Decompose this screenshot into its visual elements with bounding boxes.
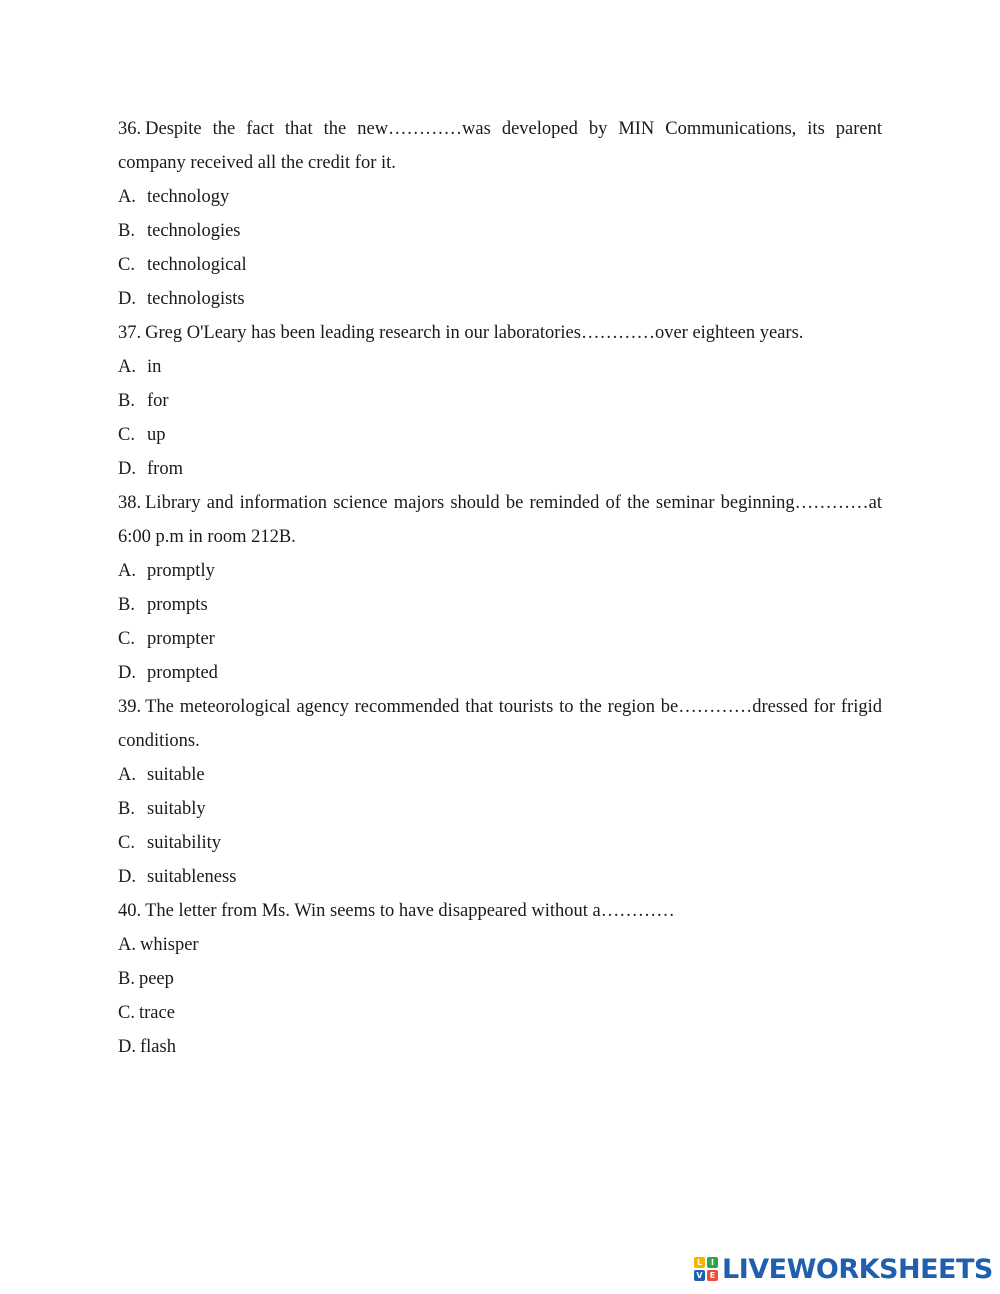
question-36 — [118, 112, 882, 180]
question-text: 40. The letter from Ms. Win seems to have disappeared without a………… — [118, 901, 675, 921]
option-text: promptly — [147, 561, 215, 581]
option-letter: D. — [118, 1037, 136, 1057]
option[interactable] — [118, 792, 882, 826]
option-letter: A. — [118, 935, 136, 955]
option-text: technology — [147, 187, 230, 207]
option-text: whisper — [140, 935, 199, 955]
option-letter: B. — [118, 595, 135, 615]
option-text: flash — [140, 1037, 176, 1057]
question-text: 38. Library and information science majors should be reminded of the seminar beginning…………at 6:00 p.m in room 212B. — [118, 493, 882, 547]
option-letter: C. — [118, 833, 135, 853]
option[interactable] — [118, 656, 882, 690]
option-text: technologists — [147, 289, 245, 309]
logo-text: LIVEWORKSHEETS — [722, 1253, 993, 1285]
liveworksheets-logo — [694, 1254, 993, 1284]
option-letter: B. — [118, 799, 135, 819]
option-letter: C. — [118, 629, 135, 649]
option-text: prompts — [147, 595, 208, 615]
question-38 — [118, 486, 882, 554]
option-text: peep — [138, 969, 174, 989]
option-letter: D. — [118, 459, 136, 479]
option-letter: B. — [118, 221, 135, 241]
option-letter: B. — [118, 969, 135, 989]
option-letter: A. — [118, 765, 136, 785]
option-text: in — [147, 357, 162, 377]
question-40 — [118, 894, 882, 928]
option[interactable] — [118, 384, 882, 418]
option[interactable] — [118, 248, 882, 282]
logo-mark-tile: V — [694, 1270, 705, 1281]
question-number: 38. — [118, 493, 142, 513]
logo-mark-tile: I — [707, 1257, 718, 1268]
option-letter: C. — [118, 425, 135, 445]
option-text: prompted — [147, 663, 218, 683]
question-39 — [118, 690, 882, 758]
option-text: suitability — [147, 833, 221, 853]
question-number: 36. — [118, 119, 142, 139]
option-letter: C. — [118, 255, 135, 275]
question-text: 39. The meteorological agency recommended that tourists to the region be…………dressed for frigid conditions. — [118, 697, 882, 751]
question-text: 36. Despite the fact that the new…………was developed by MIN Communications, its parent company received all the credit for it. — [118, 119, 882, 173]
option-letter: D. — [118, 867, 136, 887]
option[interactable] — [118, 452, 882, 486]
logo-mark-tile: E — [707, 1270, 718, 1281]
option-letter: A. — [118, 357, 136, 377]
option-text: suitableness — [147, 867, 237, 887]
option[interactable] — [118, 588, 882, 622]
option-text: suitable — [147, 765, 205, 785]
option[interactable] — [118, 860, 882, 894]
option-text: for — [147, 391, 169, 411]
option[interactable] — [118, 214, 882, 248]
option-text: prompter — [147, 629, 215, 649]
question-text: 37. Greg O'Leary has been leading research in our laboratories…………over eighteen years. — [118, 323, 804, 343]
option-letter: D. — [118, 663, 136, 683]
option[interactable] — [118, 622, 882, 656]
option[interactable] — [118, 962, 882, 996]
option-letter: B. — [118, 391, 135, 411]
option[interactable] — [118, 282, 882, 316]
logo-mark-tile: L — [694, 1257, 705, 1268]
question-number: 37. — [118, 323, 142, 343]
option-text: technological — [147, 255, 247, 275]
option-text: technologies — [147, 221, 241, 241]
option-text: from — [147, 459, 183, 479]
option[interactable] — [118, 758, 882, 792]
option[interactable] — [118, 1030, 882, 1064]
option-letter: D. — [118, 289, 136, 309]
option-text: trace — [138, 1003, 175, 1023]
option[interactable] — [118, 350, 882, 384]
option-text: suitably — [147, 799, 206, 819]
logo-mark-icon — [694, 1257, 718, 1281]
option[interactable] — [118, 928, 882, 962]
option[interactable] — [118, 180, 882, 214]
option[interactable] — [118, 996, 882, 1030]
option[interactable] — [118, 554, 882, 588]
option-text: up — [147, 425, 166, 445]
option[interactable] — [118, 418, 882, 452]
option-letter: A. — [118, 187, 136, 207]
question-37 — [118, 316, 882, 350]
option-letter: A. — [118, 561, 136, 581]
question-number: 39. — [118, 697, 142, 717]
option[interactable] — [118, 826, 882, 860]
question-number: 40. — [118, 901, 142, 921]
worksheet-page — [118, 112, 882, 1064]
option-letter: C. — [118, 1003, 135, 1023]
